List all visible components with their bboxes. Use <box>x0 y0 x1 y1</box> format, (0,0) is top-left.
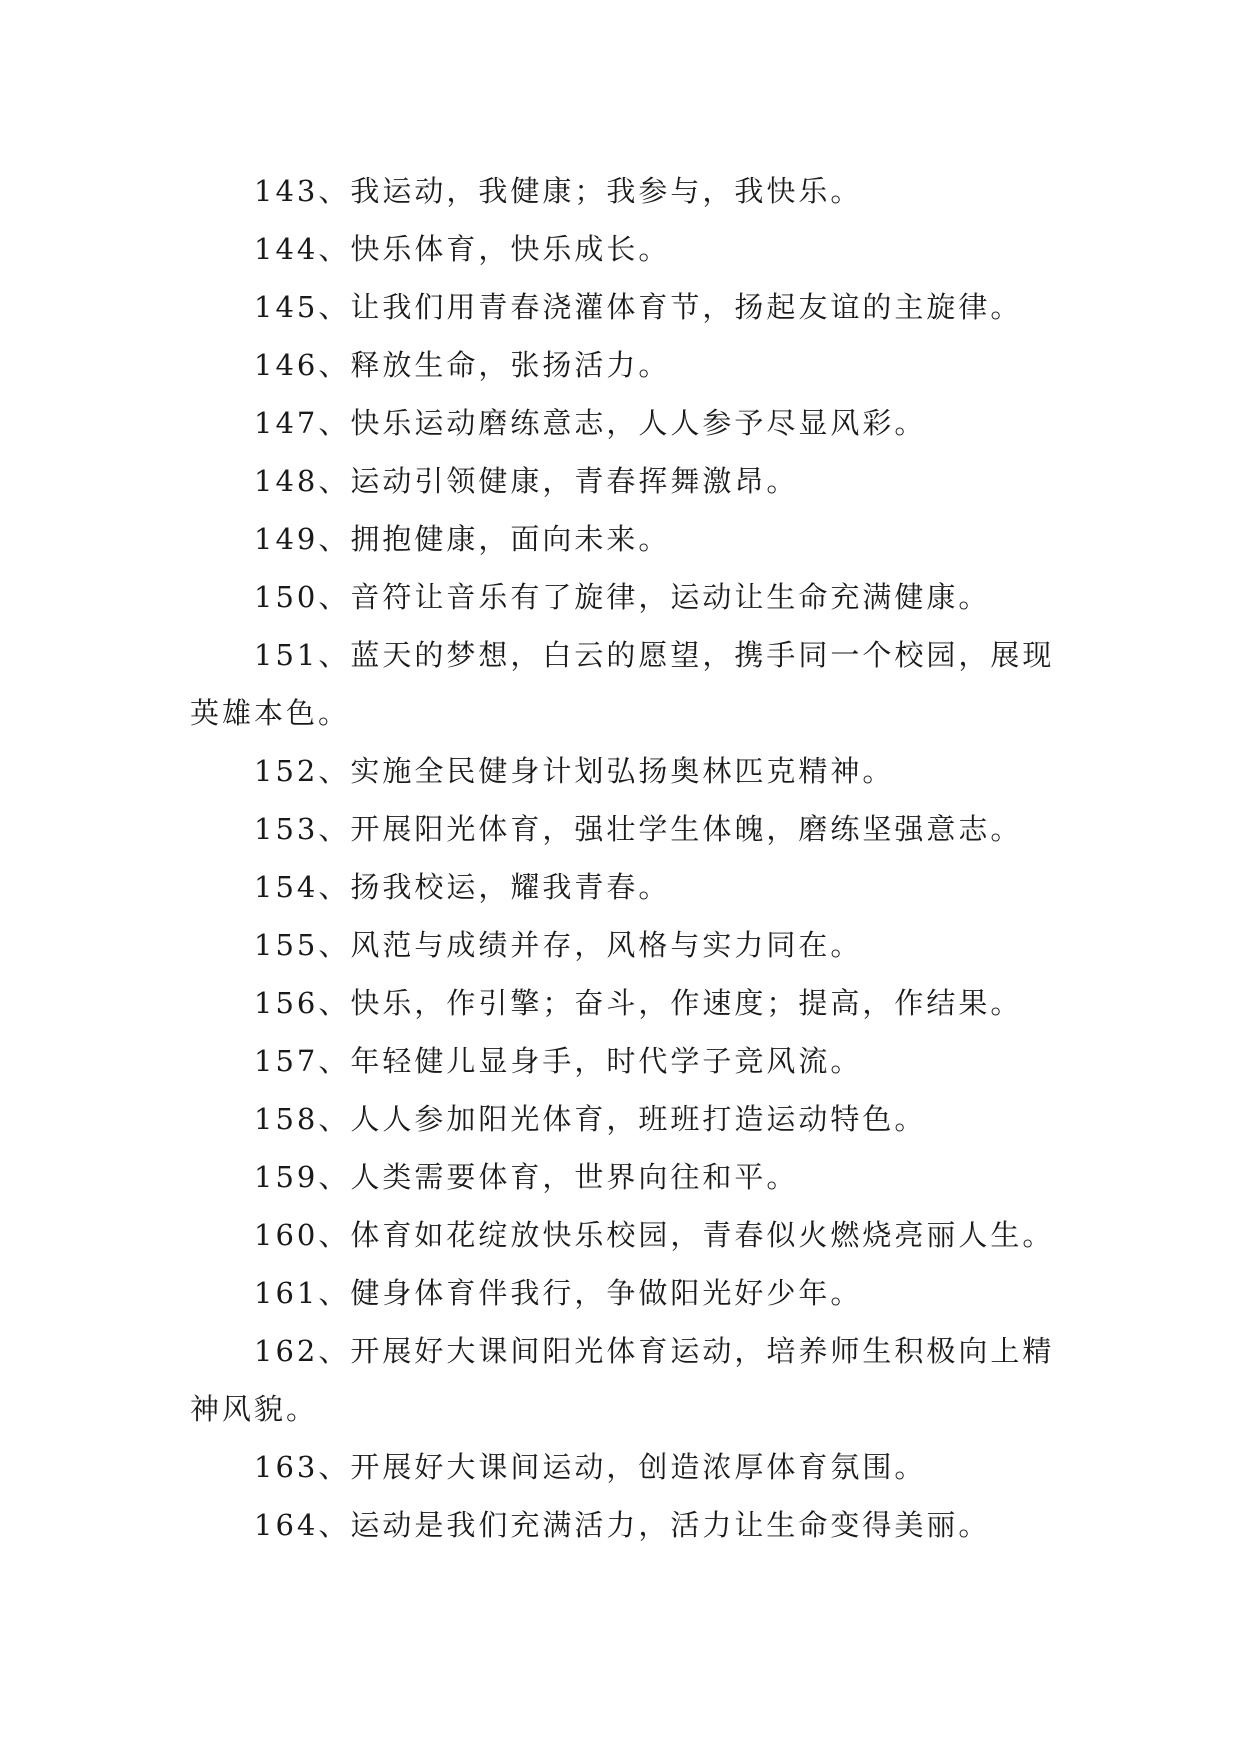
slogan-paragraph-143: 143、我运动，我健康；我参与，我快乐。 <box>254 174 863 208</box>
slogan-paragraph-148: 148、运动引领健康，青春挥舞激昂。 <box>254 464 799 498</box>
slogan-paragraph-158: 158、人人参加阳光体育，班班打造运动特色。 <box>254 1102 927 1136</box>
slogan-paragraph-164: 164、运动是我们充满活力，活力让生命变得美丽。 <box>254 1508 991 1542</box>
slogan-paragraph-152: 152、实施全民健身计划弘扬奥林匹克精神。 <box>254 754 895 788</box>
slogan-paragraph-157: 157、年轻健儿显身手，时代学子竞风流。 <box>254 1044 863 1078</box>
slogan-paragraph-162: 162、开展好大课间阳光体育运动，培养师生积极向上精神风貌。 <box>190 1334 1055 1426</box>
slogan-paragraph-153: 153、开展阳光体育，强壮学生体魄，磨练坚强意志。 <box>254 812 1023 846</box>
slogan-paragraph-159: 159、人类需要体育，世界向往和平。 <box>254 1160 799 1194</box>
slogan-paragraph-149: 149、拥抱健康，面向未来。 <box>254 522 671 556</box>
document-body <box>190 162 1060 1554</box>
slogan-paragraph-146: 146、释放生命，张扬活力。 <box>254 348 671 382</box>
slogan-paragraph-156: 156、快乐，作引擎；奋斗，作速度；提高，作结果。 <box>254 986 1023 1020</box>
slogan-paragraph-163: 163、开展好大课间运动，创造浓厚体育氛围。 <box>254 1450 927 1484</box>
slogan-paragraph-147: 147、快乐运动磨练意志，人人参予尽显风彩。 <box>254 406 927 440</box>
slogan-paragraph-144: 144、快乐体育，快乐成长。 <box>254 232 671 266</box>
slogan-paragraph-155: 155、风范与成绩并存，风格与实力同在。 <box>254 928 863 962</box>
slogan-paragraph-160: 160、体育如花绽放快乐校园，青春似火燃烧亮丽人生。 <box>254 1218 1055 1252</box>
slogan-paragraph-145: 145、让我们用青春浇灌体育节，扬起友谊的主旋律。 <box>254 290 1023 324</box>
slogan-paragraph-154: 154、扬我校运，耀我青春。 <box>254 870 671 904</box>
slogan-paragraph-151: 151、蓝天的梦想，白云的愿望，携手同一个校园，展现英雄本色。 <box>190 638 1055 730</box>
slogan-paragraph-150: 150、音符让音乐有了旋律，运动让生命充满健康。 <box>254 580 991 614</box>
slogan-paragraph-161: 161、健身体育伴我行，争做阳光好少年。 <box>254 1276 863 1310</box>
